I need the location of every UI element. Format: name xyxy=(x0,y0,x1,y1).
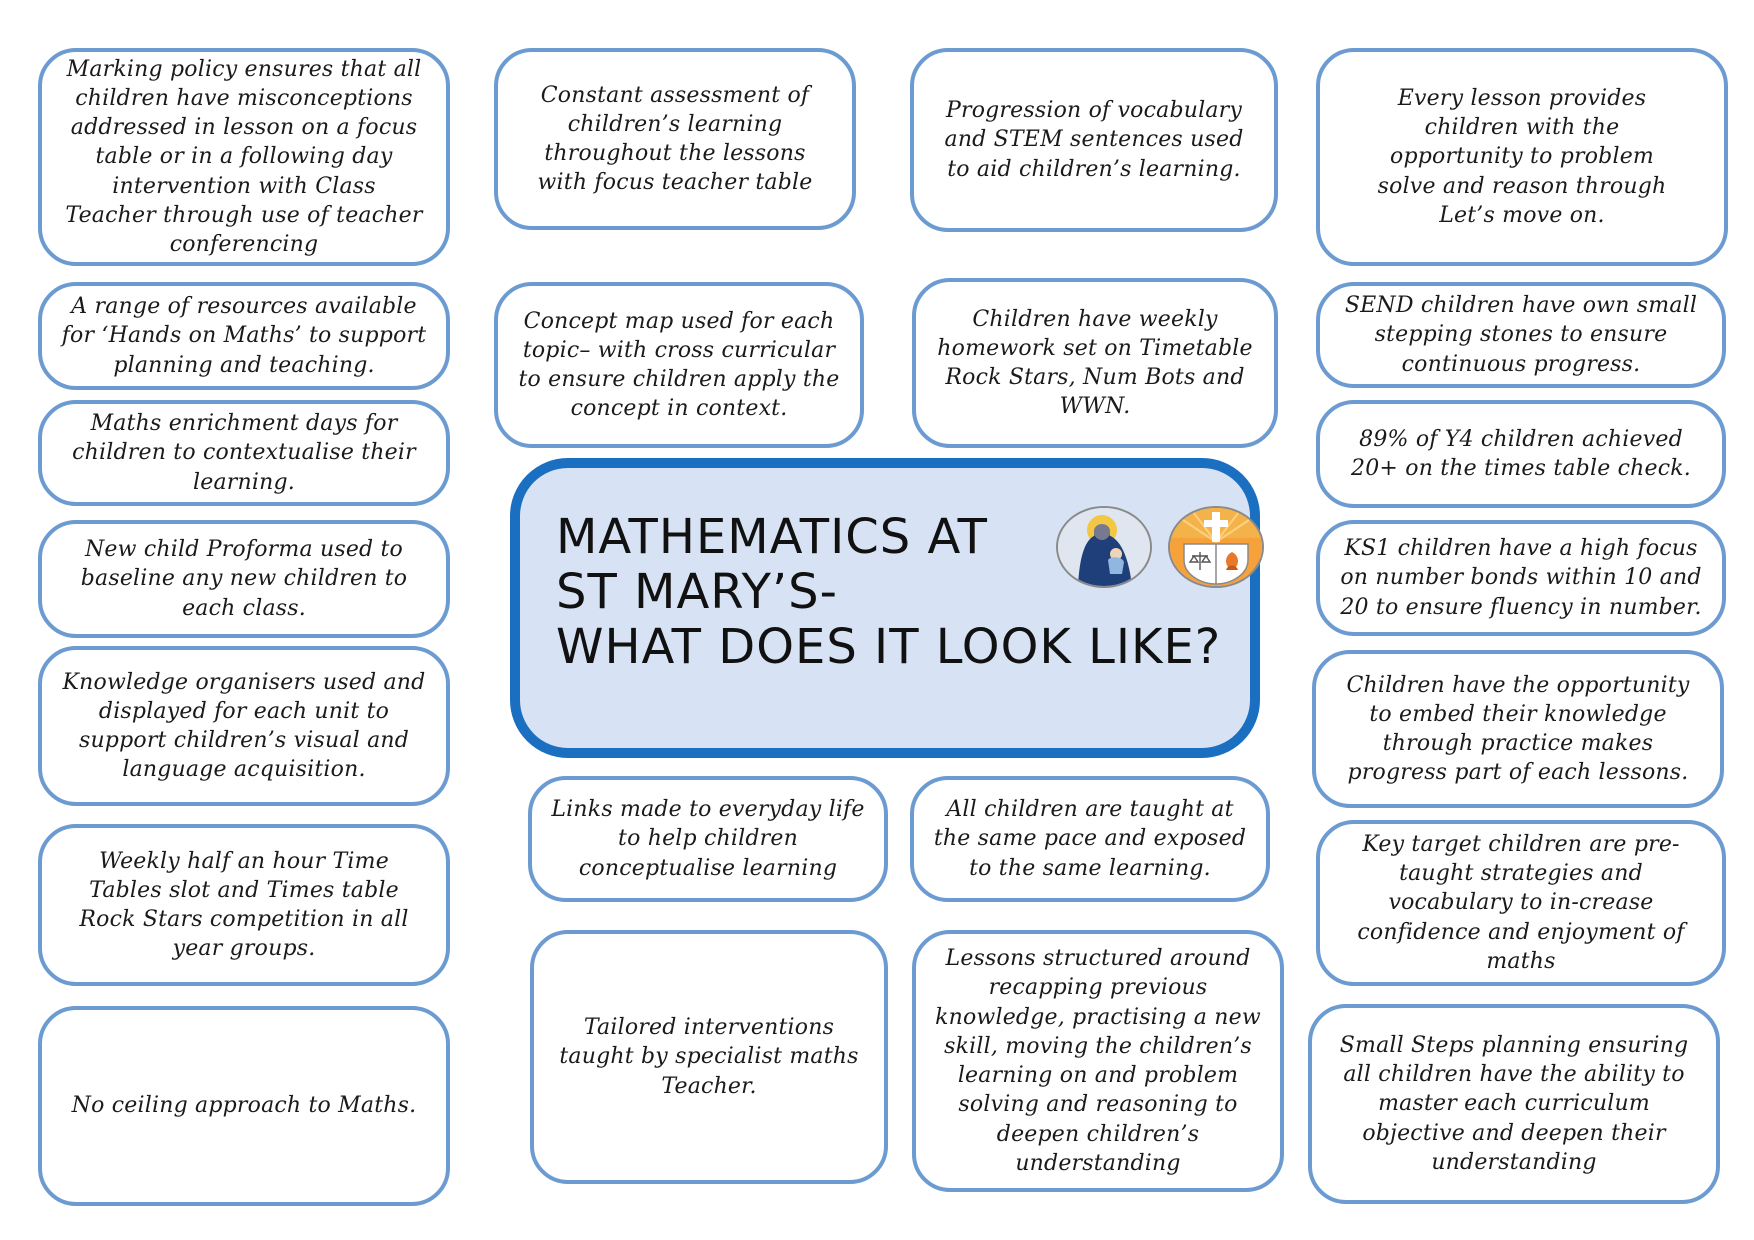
card-send-steps xyxy=(1316,282,1726,388)
card-text: Marking policy ensures that all children have misconceptions addressed in lesson on a focus table or in a following day intervention with Class Teacher through use of teacher conferencing xyxy=(65,56,423,258)
card-new-child-proforma xyxy=(38,520,450,638)
card-same-pace xyxy=(910,776,1270,902)
card-tailored-interventions xyxy=(530,930,888,1184)
card-text: Links made to everyday life to help children conceptualise learning xyxy=(551,797,865,881)
school-crest-icon xyxy=(1168,506,1264,588)
card-text: All children are taught at the same pace and exposed to the same learning. xyxy=(933,797,1247,881)
card-y4-times-table xyxy=(1316,400,1726,508)
card-text: Progression of vocabulary and STEM sentences used to aid children’s learning. xyxy=(944,98,1244,182)
card-small-steps xyxy=(1308,1004,1720,1204)
card-text: Tailored interventions taught by specialist maths Teacher. xyxy=(559,1015,859,1099)
card-text: SEND children have own small stepping stones to ensure continuous progress. xyxy=(1344,293,1698,377)
card-text: A range of resources available for ‘Hands on Maths’ to support planning and teaching. xyxy=(61,294,427,378)
card-no-ceiling xyxy=(38,1006,450,1206)
card-text: Weekly half an hour Time Tables slot and Times table Rock Stars competition in all year groups. xyxy=(79,848,409,962)
card-everyday-links xyxy=(528,776,888,902)
card-text: Every lesson provides children with the opportunity to problem solve and reason through Let’s move on. xyxy=(1377,85,1667,228)
card-text: Knowledge organisers used and displayed for each unit to support children’s visual and language acquisition. xyxy=(62,669,426,783)
card-embed-knowledge xyxy=(1312,650,1724,808)
card-weekly-homework xyxy=(912,278,1278,448)
card-text: Key target children are pre-taught strategies and vocabulary to in-crease confidence and enjoyment of maths xyxy=(1357,831,1685,974)
card-lesson-structure xyxy=(912,930,1284,1192)
card-text: Constant assessment of children’s learning throughout the lessons with focus teacher table xyxy=(537,82,813,196)
card-text: KS1 children have a high focus on number bonds within 10 and 20 to ensure fluency in number. xyxy=(1340,536,1702,620)
card-text: Children have the opportunity to embed their knowledge through practice makes progress part of each lessons. xyxy=(1346,672,1690,786)
card-times-tables-slot xyxy=(38,824,450,986)
card-problem-solve xyxy=(1316,48,1728,266)
card-marking-policy xyxy=(38,48,450,266)
card-vocabulary-progression xyxy=(910,48,1278,232)
card-pre-taught xyxy=(1316,820,1726,986)
title-panel xyxy=(510,458,1260,758)
title-line-3: WHAT DOES IT LOOK LIKE? xyxy=(556,619,1222,675)
title-line-1: MATHEMATICS AT xyxy=(556,509,988,565)
card-text: Concept map used for each topic– with cross curricular to ensure children apply the concept in context. xyxy=(518,308,840,422)
card-constant-assessment xyxy=(494,48,856,230)
card-text: No ceiling approach to Maths. xyxy=(71,1093,417,1119)
card-hands-on-resources xyxy=(38,282,450,390)
madonna-and-child-icon xyxy=(1056,506,1152,588)
card-concept-map xyxy=(494,282,864,448)
card-text: New child Proforma used to baseline any new children to each class. xyxy=(80,537,408,621)
card-enrichment-days xyxy=(38,400,450,506)
card-text: Children have weekly homework set on Timetable Rock Stars, Num Bots and WWN. xyxy=(937,306,1253,420)
card-text: Small Steps planning ensuring all children have the ability to master each curriculum objective and deepen their understanding xyxy=(1339,1032,1689,1175)
card-ks1-number-bonds xyxy=(1316,520,1726,636)
card-text: 89% of Y4 children achieved 20+ on the times table check. xyxy=(1351,426,1691,481)
card-text: Maths enrichment days for children to contextualise their learning. xyxy=(72,411,416,495)
card-knowledge-organisers xyxy=(38,646,450,806)
card-text: Lessons structured around recapping previous knowledge, practising a new skill, moving the children’s learning on and problem solving and reasoning to deepen children’s understanding xyxy=(935,946,1261,1176)
title-line-2: ST MARY’S- xyxy=(556,564,838,620)
